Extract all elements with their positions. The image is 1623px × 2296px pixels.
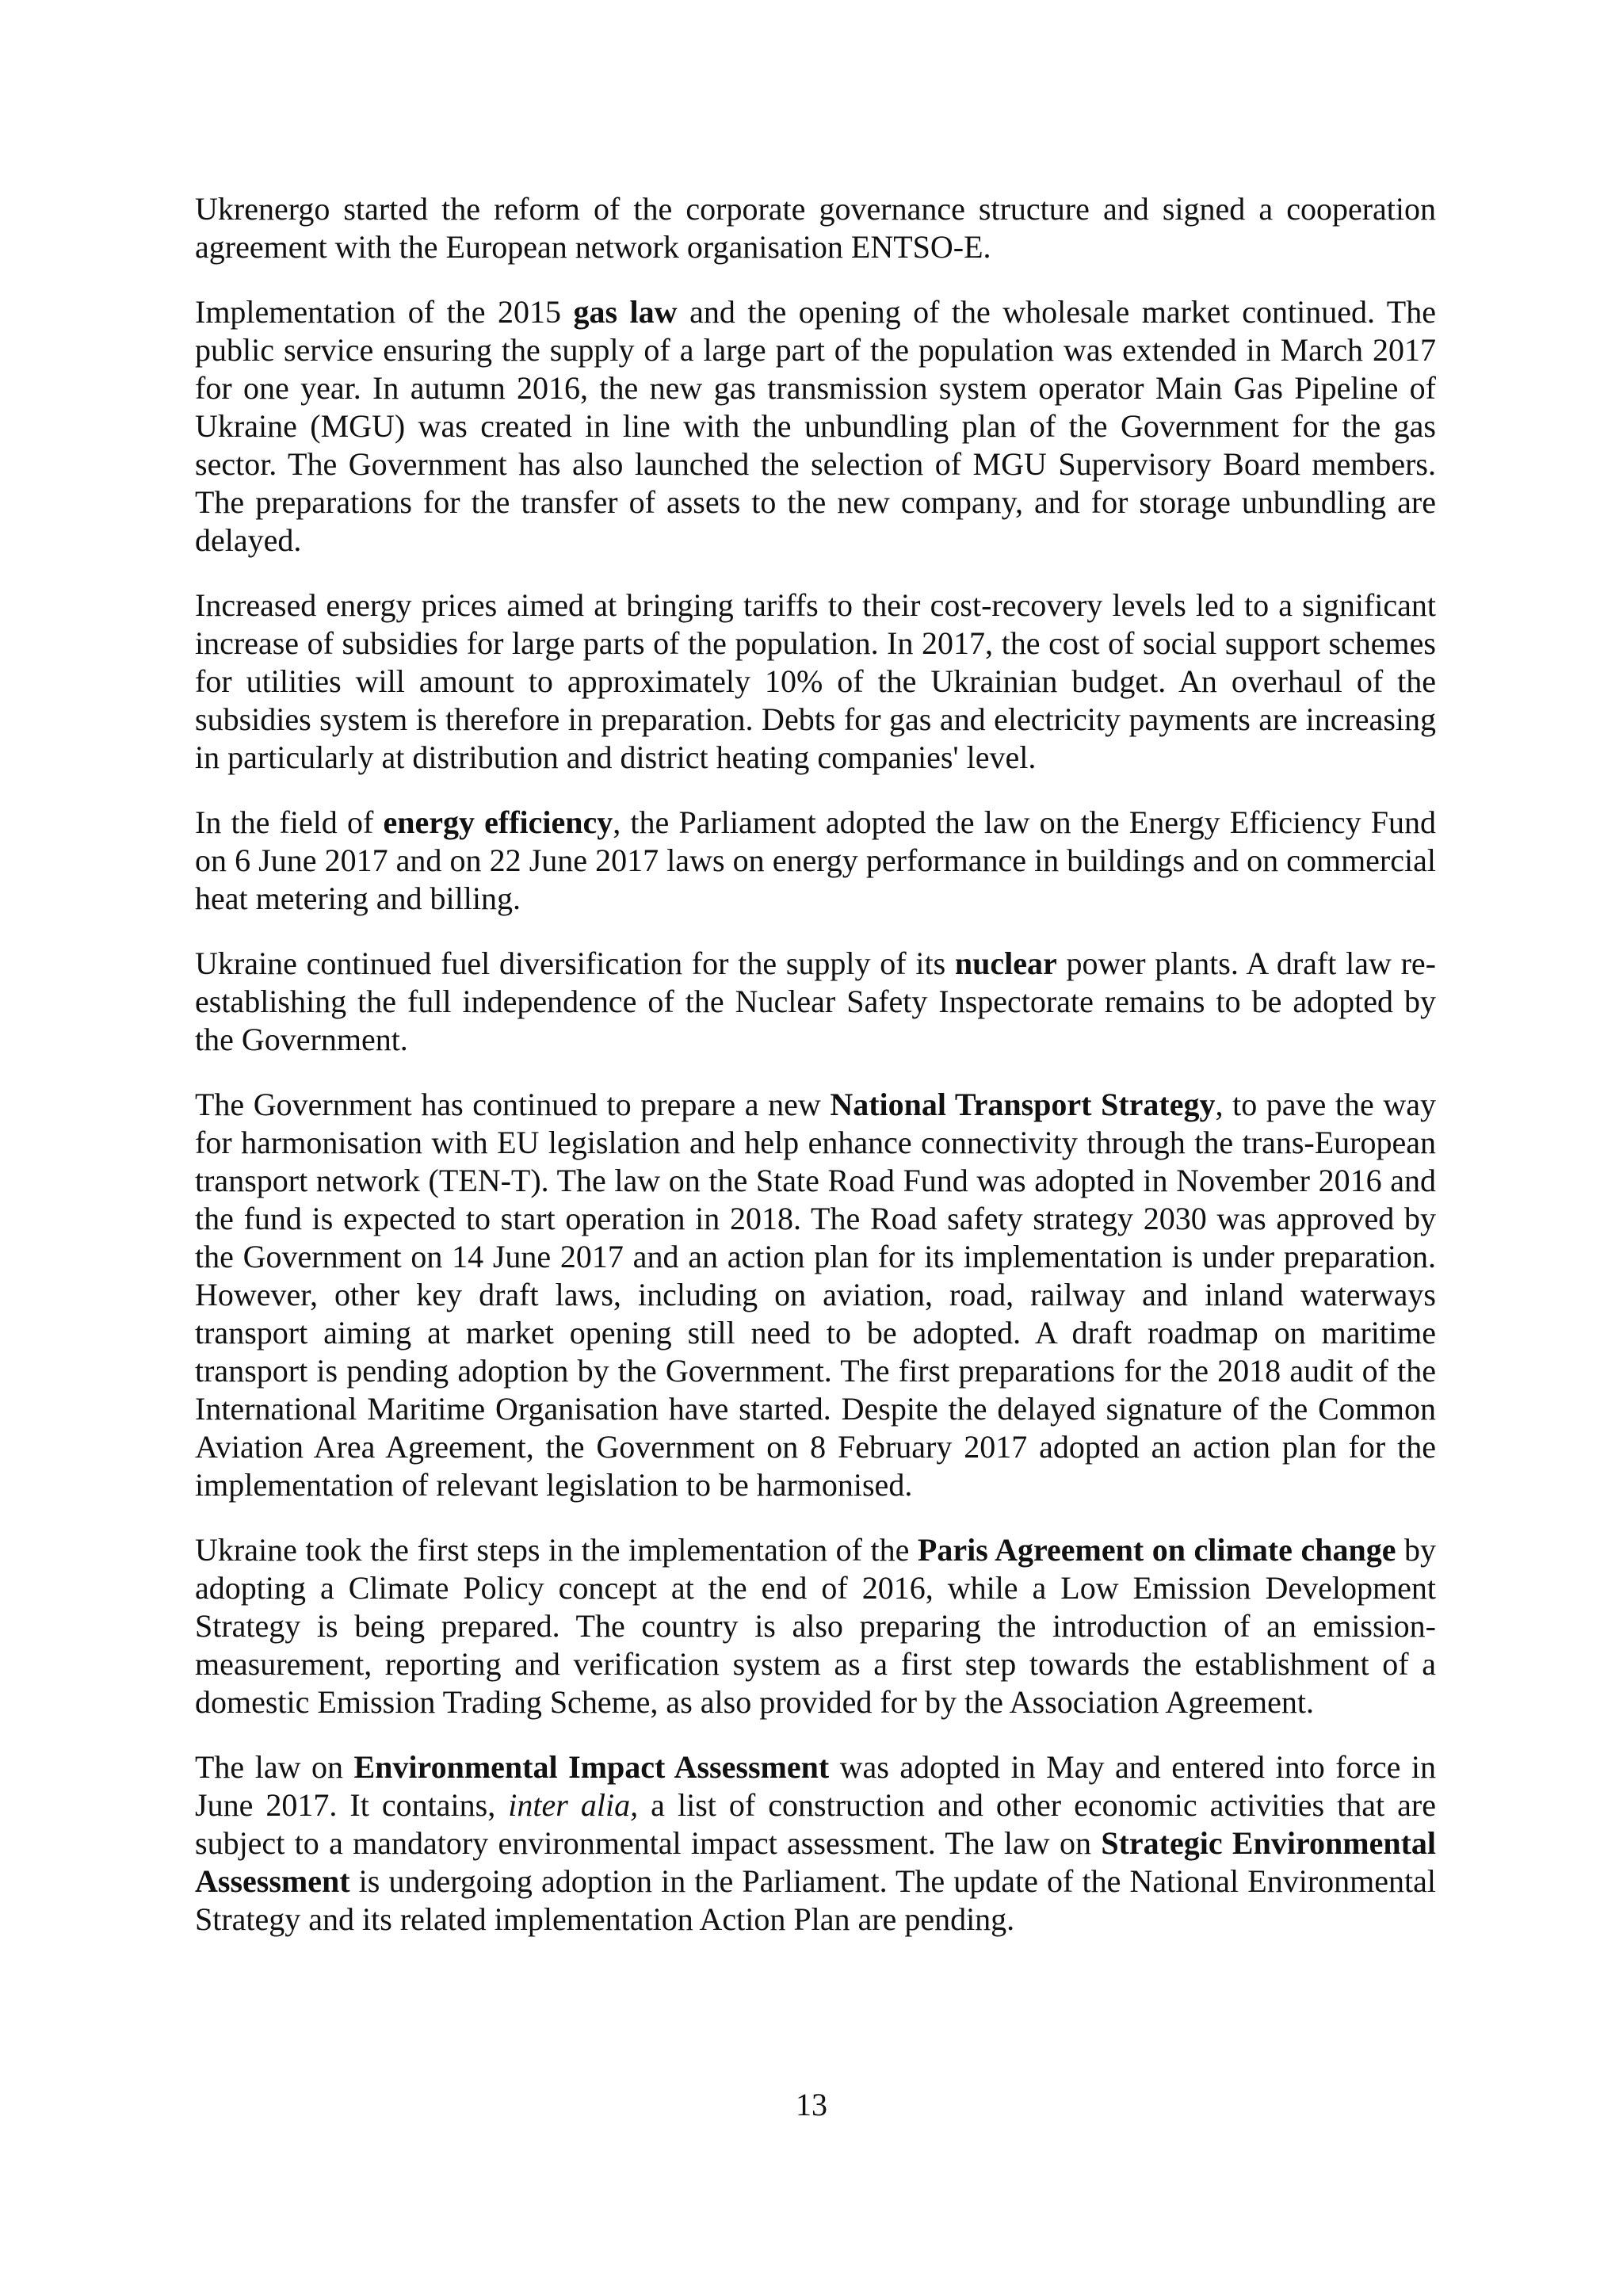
bold-term: gas law	[573, 294, 678, 330]
paragraph-environmental-assessment	[195, 1748, 1436, 1939]
text-run: was adopted in May and entered into force in June 2017. It contains,	[195, 1749, 1436, 1823]
bold-term: National Transport Strategy	[830, 1087, 1216, 1122]
text-run: by adopting a Climate Policy concept at the end of 2016, while a Low Emission Development Strategy is being prepared. The country is also preparing the introduction of an emission-measurement, reporting and verification system as a first step towards the establishment of a domestic Emission Trading Scheme, as also provided for by the Association Agreement.	[195, 1532, 1436, 1720]
italic-term: inter alia,	[508, 1787, 639, 1823]
text-run: a list of construction and other economic activities that are subject to a mandatory environmental impact assessment. The law on	[195, 1787, 1436, 1861]
text-run: is undergoing adoption in the Parliament. The update of the National Environmental Strategy and its related implementation Action Plan are pending.	[195, 1863, 1436, 1937]
page-number: 13	[796, 2087, 827, 2122]
bold-term: Strategic Environmental Assessment	[195, 1825, 1437, 1899]
text-run: In the field of	[195, 804, 384, 840]
text-run: Ukraine took the first steps in the implementation of the	[195, 1532, 918, 1568]
text-run: , the Parliament adopted the law on the Energy Efficiency Fund on 6 June 2017 and on 22 June 2017 laws on energy performance in buildings and on commercial heat metering and billing.	[195, 804, 1436, 916]
text-run: The law on	[195, 1749, 354, 1785]
paragraph-transport-strategy	[195, 1086, 1436, 1504]
paragraph-gas-law	[195, 293, 1436, 560]
paragraph-energy-efficiency	[195, 804, 1436, 918]
page-body	[195, 190, 1436, 1966]
text-run: , to pave the way for harmonisation with EU legislation and help enhance connectivity through the trans-European transport network (TEN-T). The law on the State Road Fund was adopted in November 2016 and the fund is expected to start operation in 2018. The Road safety strategy 2030 was approved by the Government on 14 June 2017 and an action plan for its implementation is under preparation. However, other key draft laws, including on aviation, road, railway and inland waterways transport aiming at market opening still need to be adopted. A draft roadmap on maritime transport is pending adoption by the Government. The first preparations for the 2018 audit of the International Maritime Organisation have started. Despite the delayed signature of the Common Aviation Area Agreement, the Government on 8 February 2017 adopted an action plan for the implementation of relevant legislation to be harmonised.	[195, 1087, 1436, 1503]
text-run: The Government has continued to prepare a new	[195, 1087, 831, 1122]
bold-term: nuclear	[954, 946, 1057, 981]
text-run: Ukrenergo started the reform of the corporate governance structure and signed a cooperation agreement with the European network organisation ENTSO-E.	[195, 191, 1436, 265]
text-run: Ukraine continued fuel diversification for the supply of its	[195, 946, 955, 981]
bold-term: Paris Agreement on climate change	[917, 1532, 1396, 1568]
bold-term: Environmental Impact Assessment	[353, 1749, 830, 1785]
bold-term: energy efficiency	[383, 804, 613, 840]
text-run: and the opening of the wholesale market continued. The public service ensuring the supply of a large part of the population was extended in March 2017 for one year. In autumn 2016, the new gas transmission system operator Main Gas Pipeline of Ukraine (MGU) was created in line with the unbundling plan of the Government for the gas sector. The Government has also launched the selection of MGU Supervisory Board members. The preparations for the transfer of assets to the new company, and for storage unbundling are delayed.	[195, 294, 1436, 558]
text-run: Implementation of the 2015	[195, 294, 574, 330]
paragraph-energy-prices	[195, 586, 1436, 777]
text-run: Increased energy prices aimed at bringing tariffs to their cost-recovery levels led to a significant increase of subsidies for large parts of the population. In 2017, the cost of social support schemes for utilities will amount to approximately 10% of the Ukrainian budget. An overhaul of the subsidies system is therefore in preparation. Debts for gas and electricity payments are increasing in particularly at distribution and district heating companies' level.	[195, 587, 1436, 775]
text-run: power plants. A draft law re-establishing the full independence of the Nuclear Safety Inspectorate remains to be adopted by the Government.	[195, 946, 1436, 1057]
paragraph-climate-change	[195, 1531, 1436, 1721]
paragraph-nuclear	[195, 945, 1436, 1059]
paragraph-ukrenergo	[195, 190, 1436, 266]
